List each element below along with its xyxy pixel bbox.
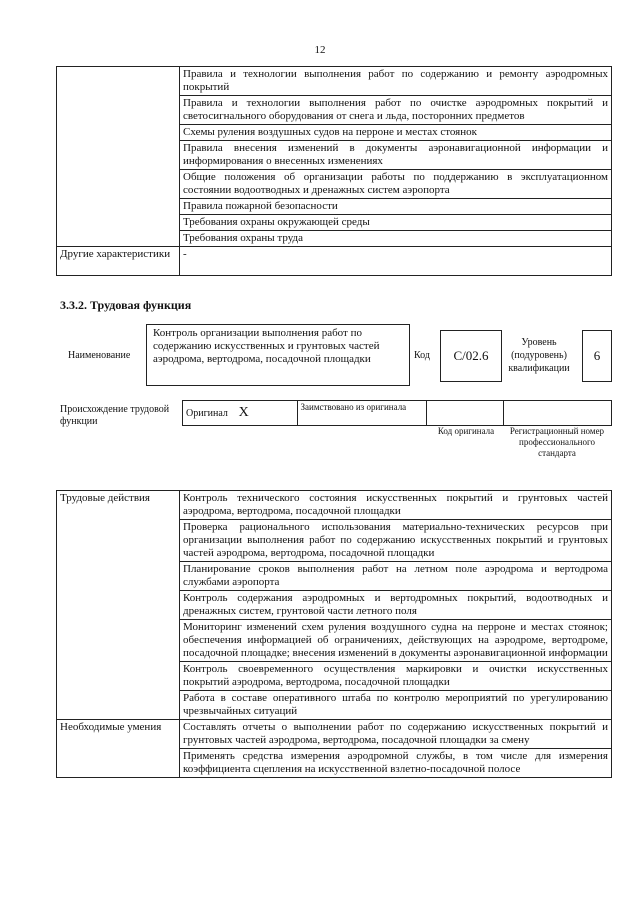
work-table [56,490,612,778]
code-original-cell [427,401,504,426]
table-row [57,247,612,276]
original-cell [183,401,298,426]
table-row [57,67,612,96]
table-cell: Схемы руления воздушных судов на перроне и местах стоянок [180,125,612,141]
origin-table [182,400,612,426]
section-heading: 3.3.2. Трудовая функция [60,298,192,312]
table-row [57,720,612,749]
reg-number-caption: Регистрационный номер профессионального стандарта [509,426,605,458]
table-row [57,491,612,520]
code-value: С/02.6 [440,330,502,382]
name-label: Наименование [68,350,131,361]
name-box [146,324,410,386]
table-cell: Контроль содержания аэродромных и вертодромных покрытий, водоотводных и дренажных систем, грунтовой части летного поля [180,591,612,620]
reg-number-cell [504,401,612,426]
original-mark: X [238,405,249,420]
knowledge-table [56,66,612,276]
other-characteristics-label: Другие характеристики [57,247,180,276]
level-label: Уровень (подуровень) квалификации [508,337,570,374]
code-original-caption: Код оригинала [437,426,495,436]
table-cell: Планирование сроков выполнения работ на летном поле аэродрома и вертодрома службами аэропорта [180,562,612,591]
table-cell: Правила и технологии выполнения работ по очистке аэродромных покрытий и светосигнального оборудования от снега и льда, посторонних предметов [180,96,612,125]
knowledge-label-cell [57,67,180,247]
table-cell: Требования охраны окружающей среды [180,215,612,231]
table-cell: Требования охраны труда [180,231,612,247]
borrowed-cell: Заимствовано из оригинала [297,401,427,426]
page-number: 12 [314,44,326,56]
actions-label: Трудовые действия [57,491,180,720]
table-cell: Правила пожарной безопасности [180,199,612,215]
table-cell: Контроль технического состояния искусственных покрытий и грунтовых частей аэродрома, вертодрома, посадочной площадки [180,491,612,520]
code-label: Код [414,350,430,361]
origin-label: Происхождение трудовой функции [60,404,170,427]
other-characteristics-value: - [180,247,612,276]
table-cell: Работа в составе оперативного штаба по контролю мероприятий по урегулированию чрезвычайных ситуаций [180,691,612,720]
table-cell: Общие положения об организации работы по поддержанию в эксплуатационном состоянии водоотводных и дренажных систем аэропорта [180,170,612,199]
function-name: Контроль организации выполнения работ по содержанию искусственных и грунтовых частей аэродрома, вертодрома, посадочной площадки [153,327,380,365]
table-cell: Правила внесения изменений в документы аэронавигационной информации и информирования о внесенных изменениях [180,141,612,170]
table-cell: Составлять отчеты о выполнении работ по содержанию искусственных покрытий и грунтовых частей аэродрома, вертодрома, посадочной площадки за смену [180,720,612,749]
original-label: Оригинал [186,408,228,419]
table-row [183,401,612,426]
table-cell: Проверка рационального использования материально-технических ресурсов при организации выполнения работ по содержанию искусственных покрытий и грунтовых частей аэродрома, вертодрома, посадочной площадки [180,520,612,562]
table-cell: Контроль своевременного осуществления маркировки и очистки искусственных покрытий аэродрома, вертодрома, посадочной площадки [180,662,612,691]
level-value: 6 [582,330,612,382]
table-cell: Правила и технологии выполнения работ по содержанию и ремонту аэродромных покрытий [180,67,612,96]
skills-label: Необходимые умения [57,720,180,778]
table-cell: Мониторинг изменений схем руления воздушного судна на перроне и местах стоянок; обеспечения информацией об ограничениях, действующих на аэродроме, вертодроме, посадочной площадке; внесения изменений в документы аэронавигационной информации [180,620,612,662]
table-cell: Применять средства измерения аэродромной службы, в том числе для измерения коэффициента сцепления на искусственной взлетно-посадочной полосе [180,749,612,778]
